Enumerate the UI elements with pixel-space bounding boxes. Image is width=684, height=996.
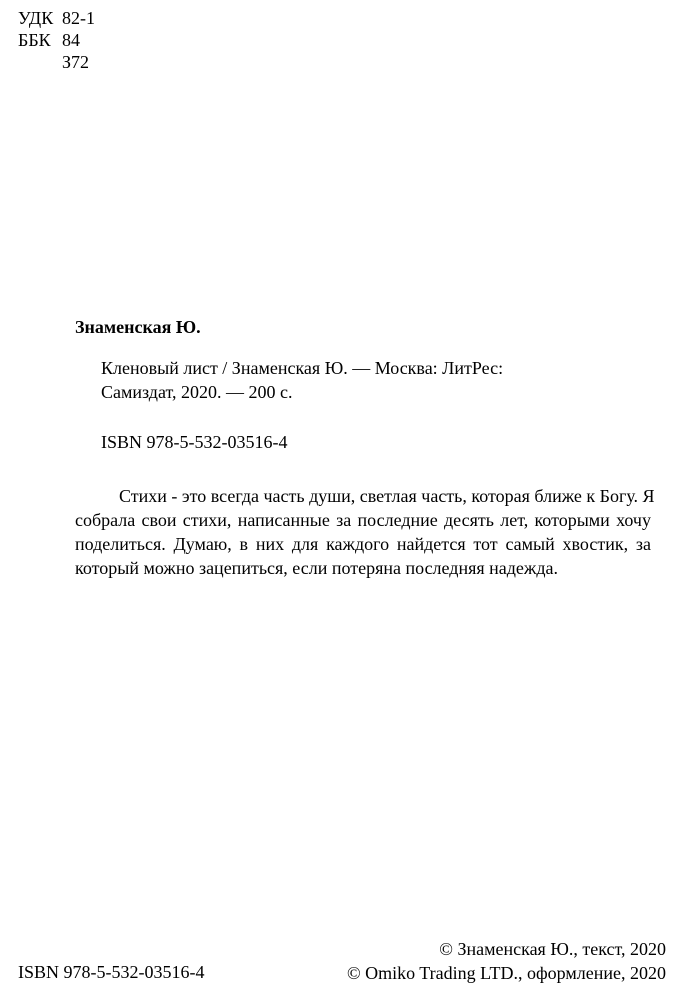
author-mark: З72 xyxy=(62,52,90,72)
author-mark-row xyxy=(18,51,122,73)
bbk-row xyxy=(18,29,122,51)
biblio-line-2: Самиздат, 2020. — 200 с. xyxy=(101,382,293,402)
isbn-main: ISBN 978-5-532-03516-4 xyxy=(101,432,288,452)
annotation-line-2: собрала свои стихи, написанные за последние десять лет, которыми хочу xyxy=(75,510,651,530)
bbk-label: ББК xyxy=(18,30,51,50)
isbn-footer: ISBN 978-5-532-03516-4 xyxy=(18,962,205,982)
udk-value: 82-1 xyxy=(62,8,95,28)
bbk-value: 84 xyxy=(62,30,80,50)
udk-row xyxy=(18,7,122,29)
bibliographic-description xyxy=(101,356,571,404)
annotation-line-4: который можно зацепиться, если потеряна последняя надежда. xyxy=(75,558,558,578)
annotation-line-1: Стихи - это всегда часть души, светлая часть, которая ближе к Богу. Я xyxy=(119,486,655,506)
copyright-design: © Omiko Trading LTD., оформление, 2020 xyxy=(346,963,666,983)
biblio-line-1: Кленовый лист / Знаменская Ю. — Москва: ЛитРес: xyxy=(101,358,504,378)
copyright-block xyxy=(347,937,666,985)
annotation xyxy=(75,484,655,580)
annotation-line-3: поделиться. Думаю, в них для каждого найдется тот самый хвостик, за xyxy=(75,534,651,554)
copyright-text: © Знаменская Ю., текст, 2020 xyxy=(439,939,666,959)
author-heading: Знаменская Ю. xyxy=(75,317,201,337)
classification-block xyxy=(18,7,122,73)
udk-label: УДК xyxy=(18,8,54,28)
